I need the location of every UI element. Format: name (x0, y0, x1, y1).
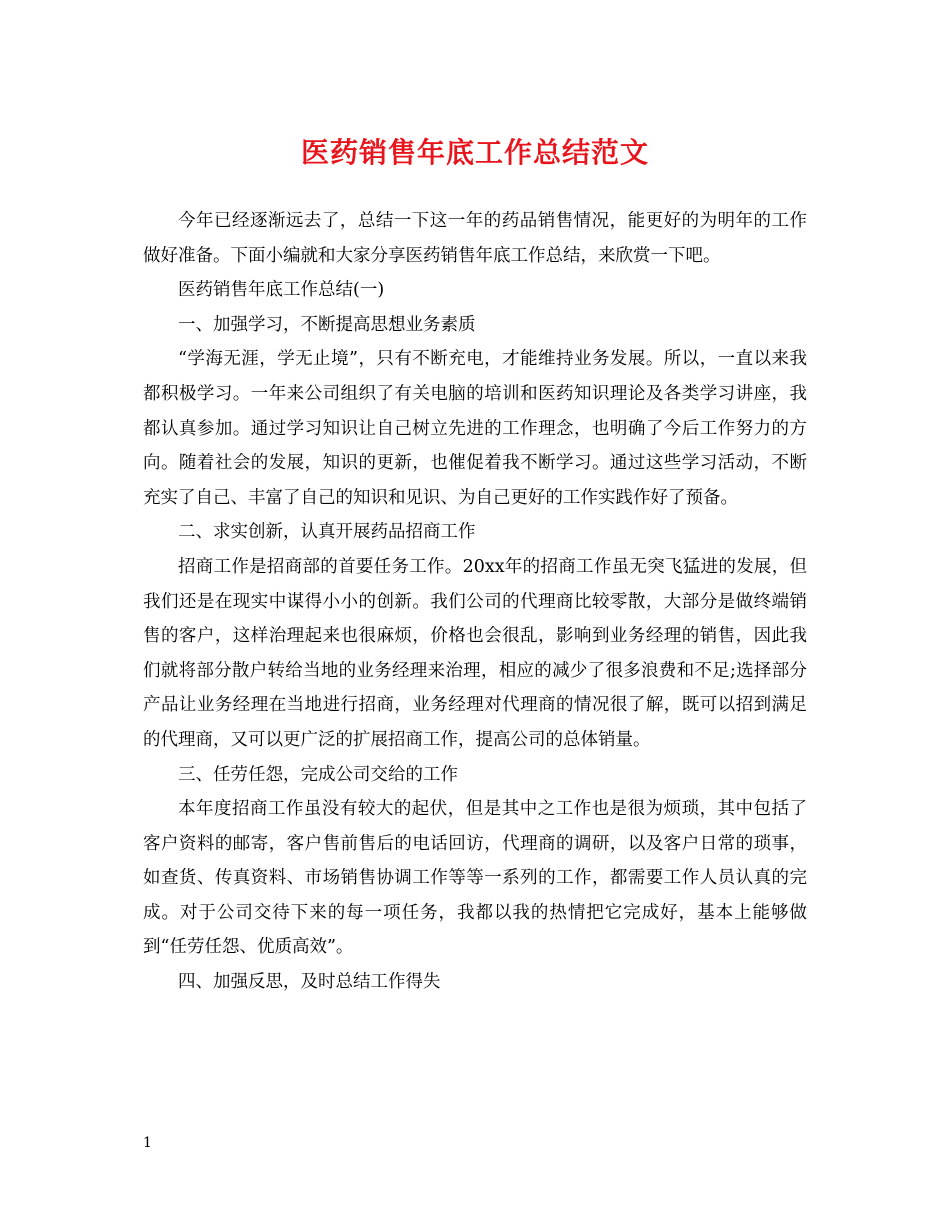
heading-diligence: 三、任劳任怨，完成公司交给的工作 (178, 764, 458, 785)
document-title: 医药销售年底工作总结范文 (300, 136, 649, 169)
heading-learning: 一、加强学习，不断提高思想业务素质 (178, 314, 476, 335)
heading-reflection: 四、加强反思，及时总结工作得失 (178, 972, 441, 993)
paragraph-diligence: 本年度招商工作虽没有较大的起伏，但是其中之工作也是很为烦琐，其中包括了客户资料的邮寄，客户售前售后的电话回访，代理商的调研，以及客户日常的琐事，如查货、传真资料、市场销售协调工作等等一系列的工作，都需要工作人员认真的完成。对于公司交待下来的每一项任务，我都以我的热情把它完成好，基本上能够做到“任劳任怨、优质高效”。 (143, 799, 807, 958)
paragraph-investment: 招商工作是招商部的首要任务工作。20xx年的招商工作虽无突飞猛进的发展，但我们还是在现实中谋得小小的创新。我们公司的代理商比较零散，大部分是做终端销售的客户，这样治理起来也很麻烦，价格也会很乱，影响到业务经理的销售，因此我们就将部分散户转给当地的业务经理来治理，相应的减少了很多浪费和不足;选择部分产品让业务经理在当地进行招商，业务经理对代理商的情况很了解，既可以招到满足的代理商，又可以更广泛的扩展招商工作，提高公司的总体销量。 (143, 556, 807, 750)
intro-paragraph: 今年已经逐渐远去了，总结一下这一年的药品销售情况，能更好的为明年的工作做好准备。下面小编就和大家分享医药销售年底工作总结，来欣赏一下吧。 (143, 211, 807, 266)
heading-investment: 二、求实创新，认真开展药品招商工作 (178, 522, 476, 543)
paragraph-learning: “学海无涯，学无止境”，只有不断充电，才能维持业务发展。所以，一直以来我都积极学习。一年来公司组织了有关电脑的培训和医药知识理论及各类学习讲座，我都认真参加。通过学习知识让自己树立先进的工作理念，也明确了今后工作努力的方向。随着社会的发展，知识的更新，也催促着我不断学习。通过这些学习活动，不断充实了自己、丰富了自己的知识和见识、为自己更好的工作实践作好了预备。 (143, 349, 807, 508)
section-subtitle: 医药销售年底工作总结(一) (178, 280, 385, 301)
document-body (143, 204, 807, 1000)
page-number: 1 (143, 1135, 152, 1151)
